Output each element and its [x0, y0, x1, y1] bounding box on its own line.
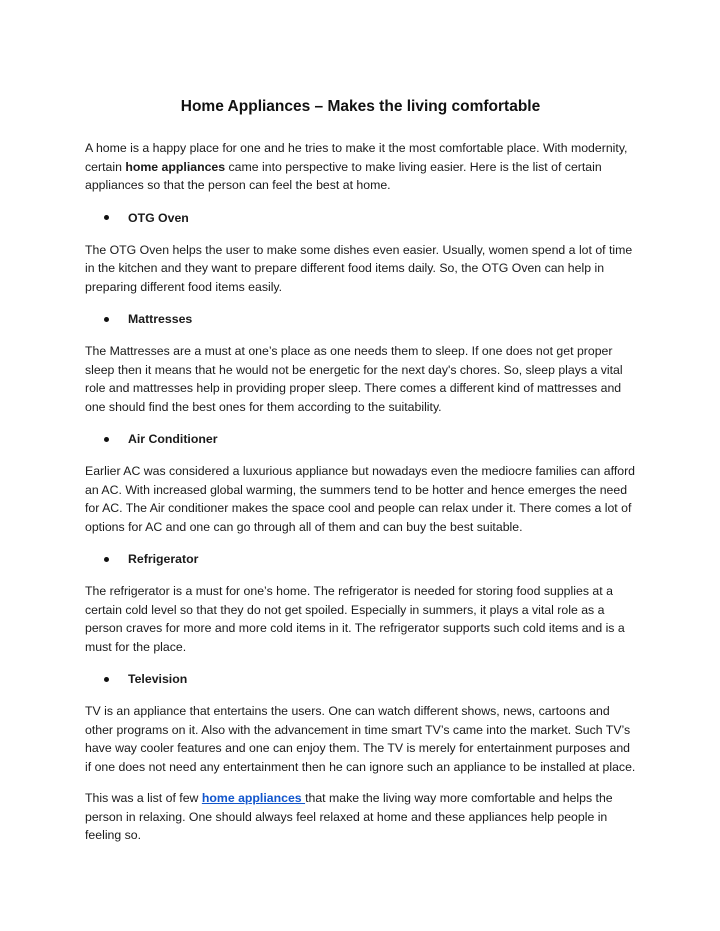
closing-text-start: This was a list of few	[85, 791, 202, 805]
intro-text-start: A home is a happy place for one and he tries to make it the most comfortable place. With modernity, certain	[85, 141, 628, 174]
bullet-heading-air-conditioner	[85, 430, 636, 448]
section-body-otg-oven: The OTG Oven helps the user to make some dishes even easier. Usually, women spend a lot of time in the kitchen and they want to prepare different food items daily. So, the OTG Oven can help in preparing different food items easily.	[85, 242, 633, 294]
section-body-television: TV is an appliance that entertains the users. One can watch different shows, news, cartoons and other programs on it. Also with the advancement in time smart TV’s came into the market. Such TV’s have way cooler features and one can enjoy them. The TV is merely for entertainment purposes and if one does not need any entertainment then he can ignore such an appliance to be installed at place.	[85, 704, 636, 774]
section-body-refrigerator: The refrigerator is a must for one’s home. The refrigerator is needed for storing food supplies at a certain cold level so that they do not get spoiled. Especially in summers, it plays a vital role as a person craves for more and more cold items in it. The refrigerator supports such cold items and is a must for the place.	[85, 584, 625, 654]
bullet-heading-otg-oven	[85, 209, 636, 227]
intro-text-end: came into perspective to make living easier. Here is the list of certain appliances so that the person can feel the best at home.	[85, 159, 602, 192]
closing-paragraph	[85, 789, 636, 845]
bullet-dot-icon	[104, 317, 109, 322]
section-heading: OTG Oven	[128, 210, 189, 225]
bullet-heading-refrigerator	[85, 550, 636, 568]
bullet-dot-icon	[104, 215, 109, 220]
section-heading: Air Conditioner	[128, 432, 218, 446]
section-heading: Television	[128, 672, 188, 686]
closing-text-end: that make the living way more comfortable and helps the person in relaxing. One should always feel relaxed at home and these appliances help people in feeling so.	[85, 791, 613, 842]
bullet-dot-icon	[104, 557, 109, 562]
intro-paragraph	[85, 139, 636, 195]
bullet-heading-mattresses	[85, 310, 636, 328]
section-body-air-conditioner: Earlier AC was considered a luxurious appliance but nowadays even the mediocre families can afford an AC. With increased global warming, the summers tend to be hotter and hence emerges the need for AC. The Air conditioner makes the space cool and people can relax under it. There comes a lot of options for AC and one can go through all of them and can buy the best suitable.	[85, 464, 636, 534]
intro-bold-term: home appliances	[125, 159, 226, 174]
bullet-dot-icon	[104, 437, 109, 442]
document-title: Home Appliances – Makes the living comfortable	[180, 98, 541, 115]
bullet-dot-icon	[104, 677, 109, 682]
section-heading: Refrigerator	[128, 552, 199, 566]
bullet-heading-television	[85, 670, 636, 688]
home-appliances-link[interactable]: home appliances	[201, 791, 306, 805]
section-heading: Mattresses	[128, 312, 193, 326]
section-body-mattresses: The Mattresses are a must at one’s place as one needs them to sleep. If one does not get proper sleep then it means that he would not be energetic for the next day's chores. So, sleep plays a vital role and mattresses help in providing proper sleep. There comes a different kind of mattresses and one should find the best ones for them according to the suitability.	[85, 344, 623, 414]
